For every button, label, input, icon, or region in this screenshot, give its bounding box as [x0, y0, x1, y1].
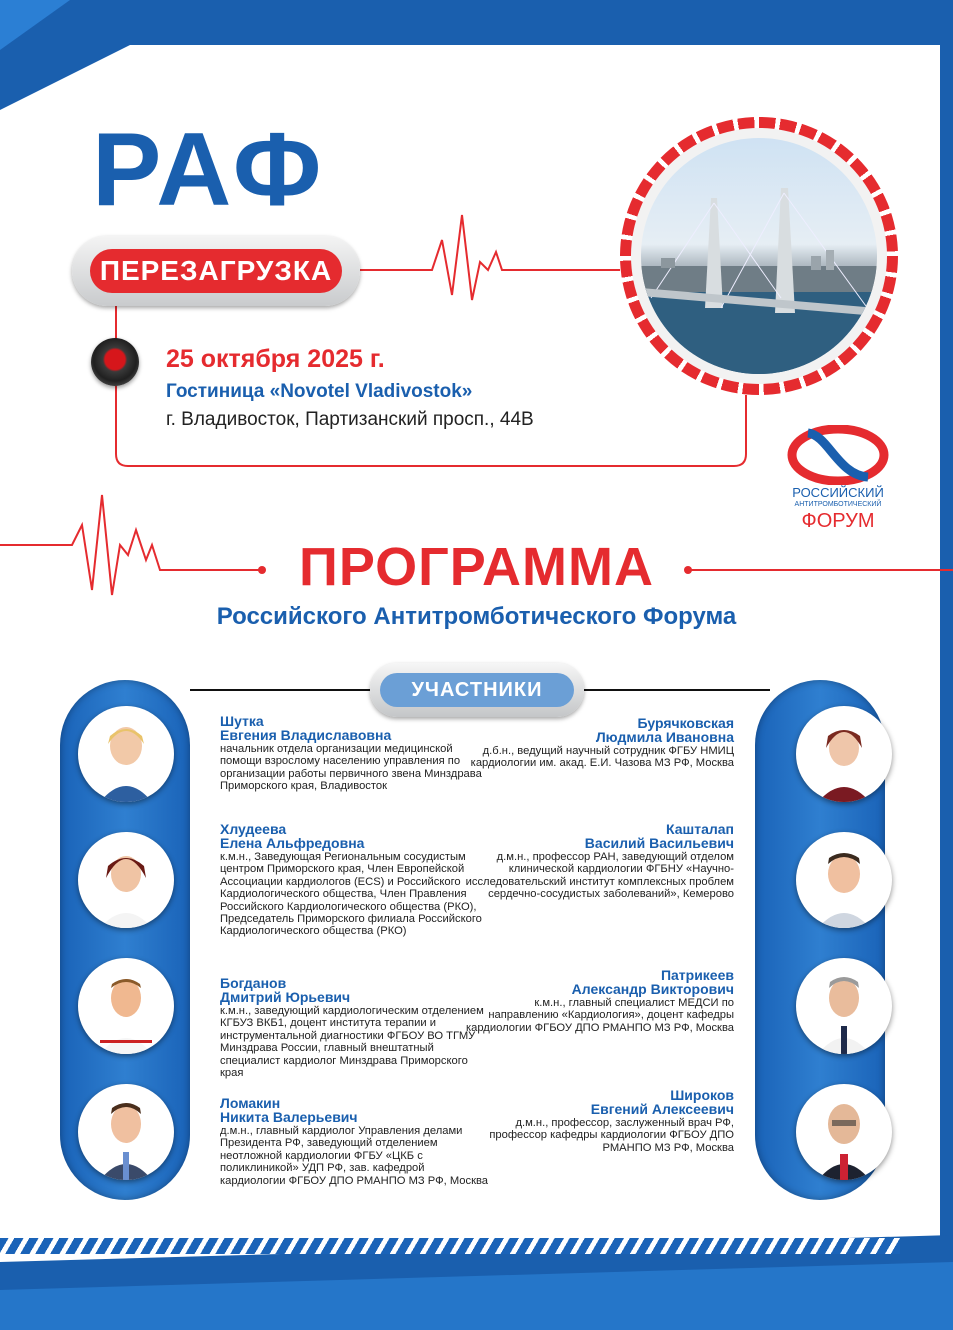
avatar-patrikeev: [796, 958, 892, 1054]
avatar-bogdanov: [78, 958, 174, 1054]
speaker-right-4: [462, 1088, 734, 1154]
avatar-khludeeva: [78, 832, 174, 928]
person-icon: [814, 844, 874, 928]
logo-text-line2: АНТИТРОМБОТИЧЕСКИЙ: [794, 501, 882, 508]
speaker-surname: Патрикеев: [660, 967, 734, 983]
speaker-given-name: Евгения Владиславовна: [220, 727, 392, 743]
right-blue-strip: [940, 45, 953, 1250]
forum-logo-icon: [778, 425, 898, 485]
participants-badge: [370, 663, 584, 717]
reboot-badge-label: ПЕРЕЗАГРУЗКА: [90, 249, 342, 293]
avatar-shutka: [78, 706, 174, 802]
speaker-left-4: [220, 1096, 492, 1187]
red-dot-icon: [91, 338, 139, 386]
speaker-given-name: Людмила Ивановна: [595, 729, 734, 745]
speaker-surname: Богданов: [220, 975, 287, 991]
event-address: г. Владивосток, Партизанский просп., 44В: [166, 409, 534, 430]
speaker-description: к.м.н., заведующий кардиологическим отделением КГБУЗ ВКБ1, доцент института терапии и инструментальной диагностики ФГБОУ ВО ТГМУ Минздрава России, главный внештатный специалист кардиолог Минздрава Приморского края: [220, 1005, 484, 1080]
speaker-given-name: Василий Васильевич: [584, 835, 734, 851]
avatar-shirokov: [796, 1084, 892, 1180]
speaker-right-3: [462, 968, 734, 1034]
speaker-left-2: [220, 822, 492, 938]
speaker-description: к.м.н., главный специалист МЕДСИ по направлению «Кардиология», доцент кафедры кардиологии ФГБОУ ДПО РМАНПО МЗ РФ, Москва: [465, 997, 734, 1034]
decorative-stripe-band: [0, 1238, 900, 1254]
speaker-description: к.м.н., Заведующая Региональным сосудистым центром Приморского края, Член Европейской Ассоциации кардиологов (ECS) и Российского Кардиологического общества, Член Правления Российского Кардиологического общества (РКО), Председатель Приморского филиала Российского Кардиологического общества (РКО): [220, 851, 482, 938]
forum-logo: [778, 425, 898, 545]
speaker-right-2: [462, 822, 734, 901]
person-icon: [814, 1096, 874, 1180]
person-icon: [96, 844, 156, 928]
speaker-left-3: [220, 976, 492, 1079]
speaker-surname: Ломакин: [220, 1095, 281, 1111]
reboot-badge: [72, 236, 360, 306]
speaker-surname: Шутка: [220, 713, 264, 729]
logo-text-line1: РОССИЙСКИЙ: [792, 485, 884, 500]
speaker-given-name: Александр Викторович: [571, 981, 734, 997]
photo-ring-inner: [631, 128, 887, 384]
speaker-left-1: [220, 714, 492, 793]
speaker-given-name: Евгений Алексеевич: [590, 1101, 734, 1117]
event-date: 25 октября 2025 г.: [166, 345, 385, 373]
participants-label: УЧАСТНИКИ: [380, 673, 574, 707]
photo-ring: [620, 117, 898, 395]
person-icon: [814, 718, 874, 802]
speaker-surname: Широков: [670, 1087, 734, 1103]
person-icon: [814, 970, 874, 1054]
ecg-line-top: [360, 215, 620, 300]
program-title: ПРОГРАММА: [299, 537, 654, 597]
speaker-given-name: Дмитрий Юрьевич: [220, 989, 351, 1005]
speaker-description: д.м.н., профессор, заслуженный врач РФ, профессор кафедры кардиологии ФГБОУ ДПО РМАНПО МЗ РФ, Москва: [489, 1117, 734, 1154]
speaker-surname: Хлудеева: [220, 821, 287, 837]
speaker-description: д.б.н., ведущий научный сотрудник ФГБУ НМИЦ кардиологии им. акад. Е.И. Чазова МЗ РФ, Москва: [470, 745, 734, 770]
bridge-icon: [641, 138, 877, 374]
speaker-right-1: [462, 716, 734, 770]
program-subtitle: Российского Антитромботического Форума: [216, 603, 737, 630]
person-icon: [96, 1096, 156, 1180]
avatar-kashtalap: [796, 832, 892, 928]
person-icon: [96, 970, 156, 1054]
speaker-description: д.м.н., главный кардиолог Управления делами Президента РФ, заведующий отделением неотложной кардиологии ФГБУ «ЦКБ с поликлиникой» УДП РФ, зав. кафедрой кардиологии ФГБОУ ДПО РМАНПО МЗ РФ, Москва: [220, 1125, 489, 1187]
raf-title: РАФ: [92, 112, 326, 228]
event-venue: Гостиница «Novotel Vladivostok»: [166, 381, 473, 402]
speaker-given-name: Никита Валерьевич: [220, 1109, 358, 1125]
avatar-buryachkovskaya: [796, 706, 892, 802]
person-icon: [96, 718, 156, 802]
bridge-photo: [641, 138, 877, 374]
top-blue-band: [0, 0, 953, 110]
avatar-lomakin: [78, 1084, 174, 1180]
logo-text-line3: ФОРУМ: [801, 510, 875, 532]
speaker-surname: Кашталап: [666, 821, 734, 837]
speaker-given-name: Елена Альфредовна: [220, 835, 365, 851]
speaker-surname: Бурячковская: [637, 715, 734, 731]
speaker-description: д.м.н., профессор РАН, заведующий отделом клинической кардиологии ФГБНУ «Научно-исследовательский институт комплексных проблем сердечно-сосудистых заболеваний», Кемерово: [465, 851, 734, 901]
speaker-description: начальник отдела организации медицинской помощи взрослому населению управления по организации работы первичного звена Минздрава Приморского края, Владивосток: [220, 743, 482, 793]
